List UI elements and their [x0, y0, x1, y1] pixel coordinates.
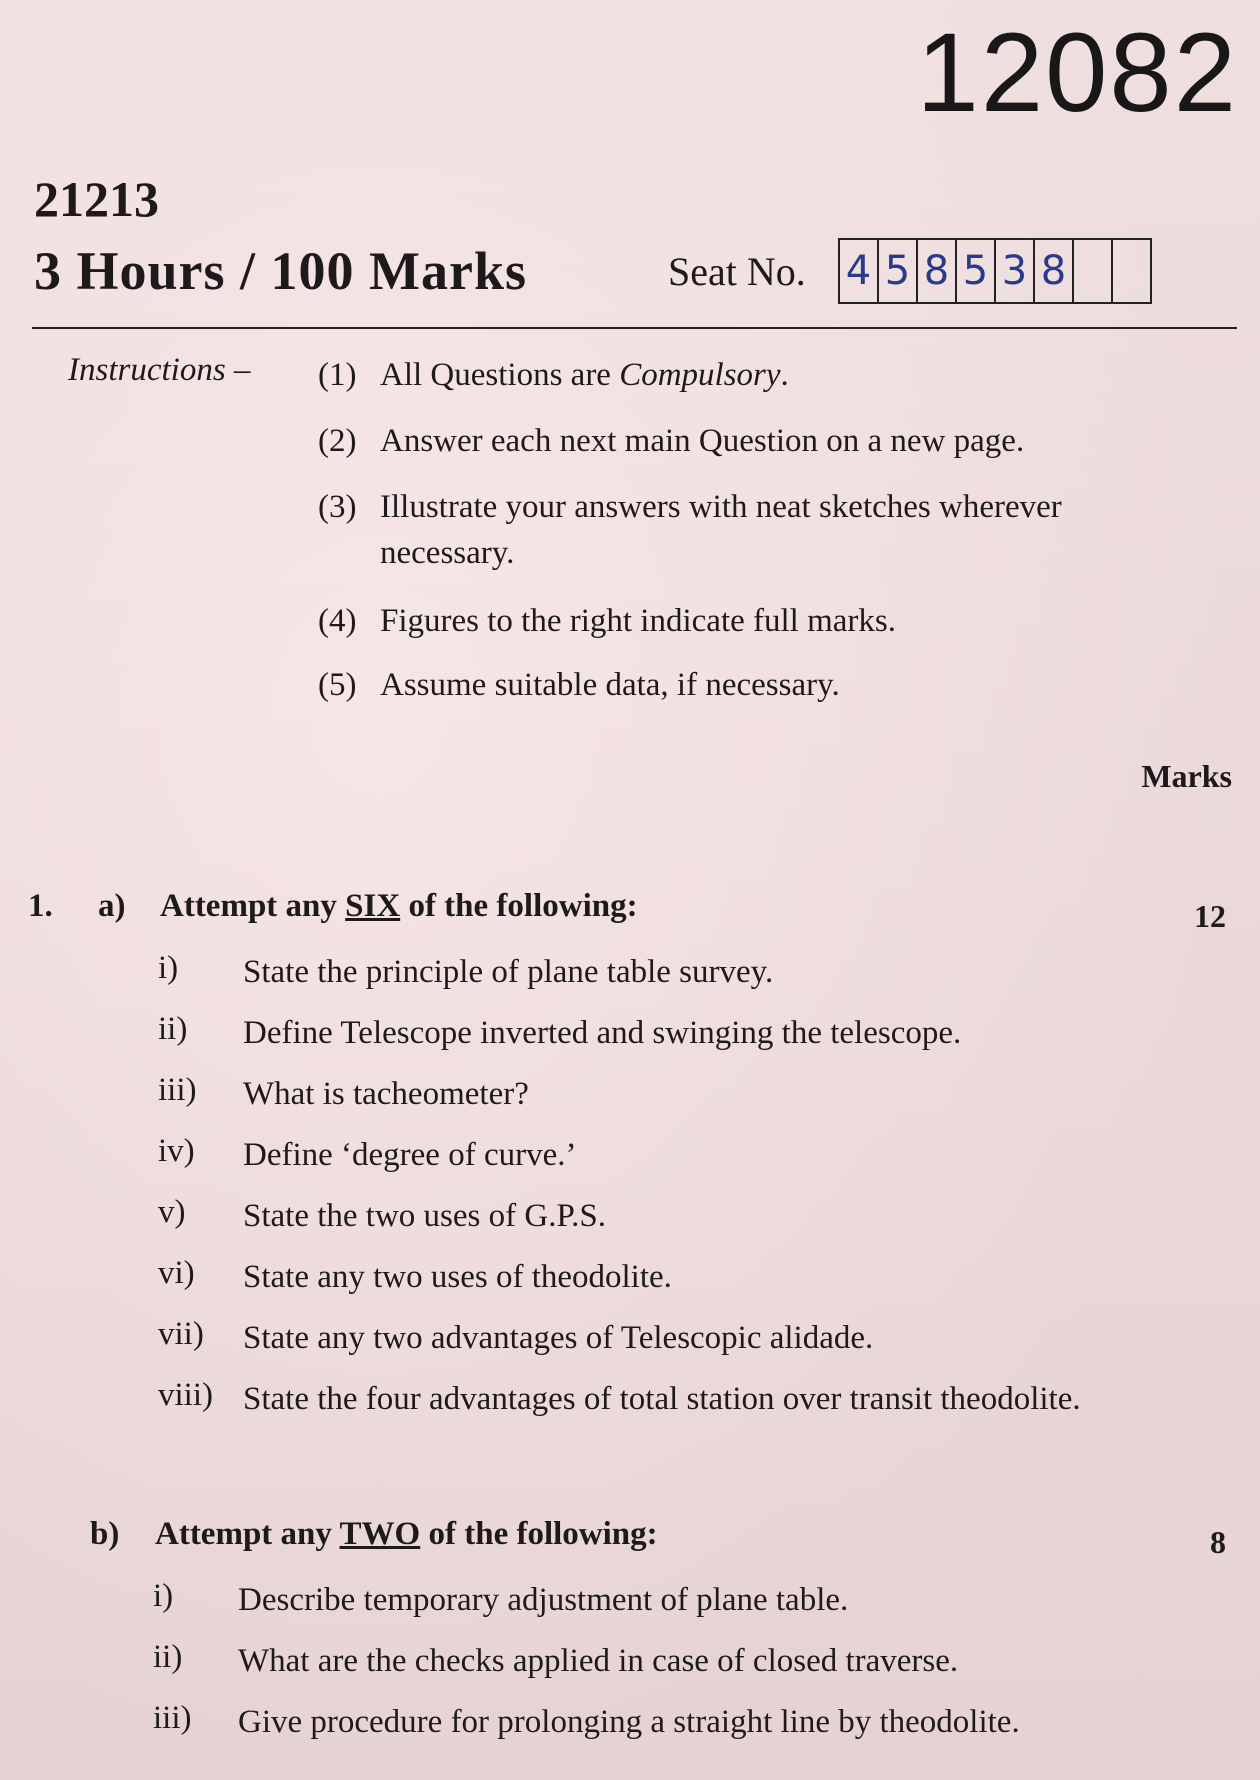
part-b-label: b) — [90, 1516, 120, 1552]
item-number: iv) — [158, 1133, 195, 1169]
item-text: State the four advantages of total station over transit theodolite. — [243, 1381, 1081, 1417]
question-item — [158, 1072, 1113, 1116]
item-number: viii) — [158, 1377, 213, 1413]
question-item — [158, 1316, 1113, 1360]
part-a-heading-pre: Attempt any — [160, 888, 346, 924]
item-text: State any two advantages of Telescopic alidade. — [243, 1320, 874, 1356]
instruction-number: (5) — [318, 667, 357, 703]
instruction-text: Figures to the right indicate full marks. — [380, 603, 896, 639]
instruction-number: (4) — [318, 603, 357, 639]
instruction-text: Assume suitable data, if necessary. — [380, 667, 840, 703]
instructions-label: Instructions – — [68, 352, 251, 388]
part-b-heading-post: of the following: — [420, 1516, 658, 1552]
instruction-number: (2) — [318, 423, 357, 459]
question-item — [158, 950, 1113, 994]
item-number: iii) — [153, 1700, 192, 1736]
item-number: v) — [158, 1194, 186, 1230]
part-a-heading — [160, 888, 638, 925]
question-number: 1. — [28, 888, 53, 924]
item-number: i) — [158, 950, 179, 986]
item-text: Define ‘degree of curve.’ — [243, 1137, 577, 1173]
instruction-number: (1) — [318, 357, 357, 393]
part-b-heading-emphasis: TWO — [339, 1516, 421, 1552]
part-a-heading-post: of the following: — [400, 888, 638, 924]
instruction-item — [318, 418, 1198, 464]
part-b-heading-pre: Attempt any — [155, 1516, 340, 1552]
instruction-emphasis: Compulsory — [619, 357, 781, 393]
question-item — [153, 1639, 1108, 1683]
item-text: What is tacheometer? — [243, 1076, 529, 1112]
instruction-item — [318, 598, 1198, 644]
seat-digit-box: 8 — [918, 240, 957, 302]
item-text: State any two uses of theodolite. — [243, 1259, 672, 1295]
item-number: i) — [153, 1578, 174, 1614]
part-a-heading-emphasis: SIX — [345, 888, 401, 924]
item-text: Give procedure for prolonging a straight line by theodolite. — [238, 1704, 1020, 1740]
seat-digit-box: 5 — [879, 240, 918, 302]
item-number: vi) — [158, 1255, 195, 1291]
part-a-marks: 12 — [1194, 898, 1226, 934]
seat-digit-box — [1113, 240, 1150, 302]
item-number: vii) — [158, 1316, 204, 1352]
question-item — [153, 1578, 1108, 1622]
instruction-text-end: . — [780, 357, 789, 393]
question-item — [158, 1377, 1113, 1421]
instruction-item — [318, 352, 1198, 398]
seat-number-label: Seat No. — [668, 249, 806, 294]
seat-digit-box: 3 — [996, 240, 1035, 302]
seat-digit-box: 4 — [840, 240, 879, 302]
item-number: ii) — [158, 1011, 188, 1047]
instruction-number: (3) — [318, 489, 357, 525]
seat-digit-box — [1074, 240, 1113, 302]
paper-code: 12082 — [916, 10, 1238, 135]
part-a-label: a) — [98, 888, 126, 924]
header-divider — [32, 327, 1237, 329]
instruction-text: Answer each next main Question on a new page. — [380, 423, 1025, 459]
seat-digit-box: 8 — [1035, 240, 1074, 302]
question-item — [158, 1011, 1113, 1055]
item-text: What are the checks applied in case of closed traverse. — [238, 1643, 959, 1679]
item-text: State the principle of plane table survey. — [243, 954, 774, 990]
instruction-item — [318, 662, 1198, 708]
instruction-item — [318, 484, 1198, 576]
question-item — [158, 1255, 1113, 1299]
seat-digit-box: 5 — [957, 240, 996, 302]
item-number: iii) — [158, 1072, 197, 1108]
question-item — [158, 1133, 1113, 1177]
item-text: Describe temporary adjustment of plane table. — [238, 1582, 849, 1618]
item-number: ii) — [153, 1639, 183, 1675]
duration-marks: 3 Hours / 100 Marks — [34, 241, 528, 301]
part-b-heading — [155, 1516, 658, 1553]
item-text: State the two uses of G.P.S. — [243, 1198, 606, 1234]
subject-code: 21213 — [34, 171, 159, 227]
instruction-text: All Questions are — [380, 357, 620, 393]
part-b-marks: 8 — [1210, 1524, 1226, 1560]
marks-column-heading: Marks — [1141, 758, 1232, 794]
question-item — [158, 1194, 1113, 1238]
item-text: Define Telescope inverted and swinging the telescope. — [243, 1015, 962, 1051]
seat-number-boxes — [838, 238, 1152, 304]
question-item — [153, 1700, 1108, 1744]
instruction-text: Illustrate your answers with neat sketches wherever necessary. — [380, 489, 1062, 571]
